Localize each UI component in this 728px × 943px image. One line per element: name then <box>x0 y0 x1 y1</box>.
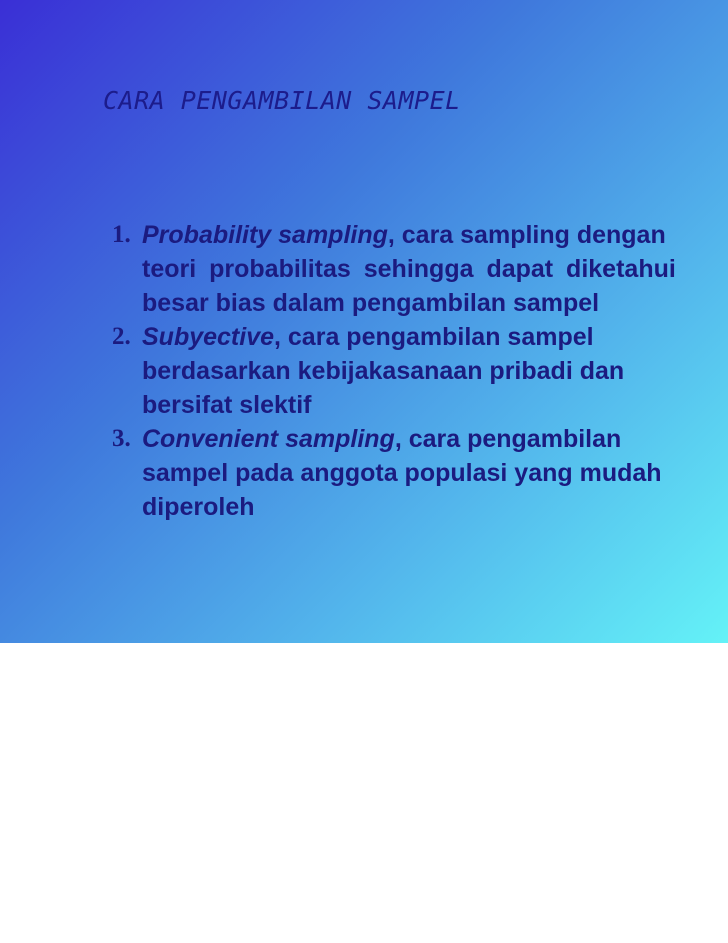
item-definition-line: sampel pada anggota populasi yang mudah <box>142 459 662 487</box>
item-term: Probability sampling <box>142 221 388 249</box>
item-definition-line: besar bias dalam pengambilan sampel <box>142 289 600 317</box>
item-first-line <box>142 320 728 354</box>
list-item-probability-sampling <box>112 218 728 320</box>
item-first-line <box>142 422 728 456</box>
list-item-subyective <box>112 320 728 422</box>
item-number: 2. <box>112 323 131 350</box>
item-definition-start: , cara pengambilan <box>394 425 622 453</box>
item-definition-line: diperoleh <box>142 493 255 521</box>
item-definition-line: bersifat slektif <box>142 391 312 419</box>
sampling-methods-list <box>112 218 728 524</box>
item-definition-line: berdasarkan kebijakasanaan pribadi dan <box>142 357 625 385</box>
item-term: Convenient sampling <box>142 425 395 453</box>
item-term: Subyective <box>142 323 275 351</box>
item-definition-line: teori probabilitas sehingga dapat diketahui <box>142 255 676 283</box>
list-item-convenient-sampling <box>112 422 728 524</box>
item-number: 1. <box>112 221 131 248</box>
item-first-line <box>142 218 728 252</box>
item-definition-start: , cara sampling dengan <box>387 221 666 249</box>
item-number: 3. <box>112 425 131 452</box>
slide-title: CARA PENGAMBILAN SAMPEL <box>103 86 461 115</box>
item-definition-start: , cara pengambilan sampel <box>274 323 594 351</box>
